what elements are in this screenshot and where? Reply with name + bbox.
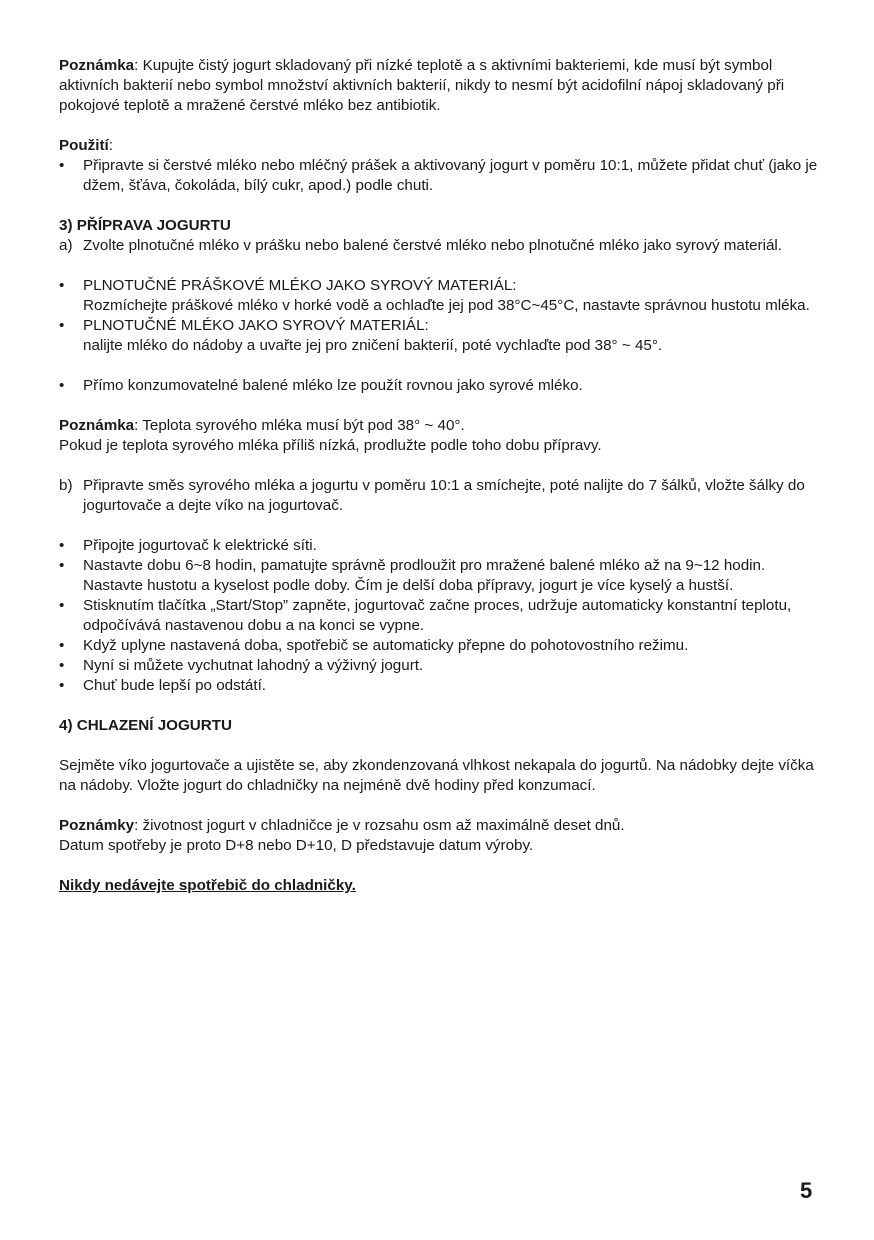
usage-text: Připravte si čerstvé mléko nebo mléčný prášek a aktivovaný jogurt v poměru 10:1, můžete přidat chuť (jako je džem, šťáva, čokoláda, bílý cukr, apod.) podle chuti.	[83, 157, 818, 194]
list-item: • Připojte jogurtovač k elektrické síti.	[59, 537, 317, 554]
list-item: • Když uplyne nastavená doba, spotřebič se automaticky přepne do pohotovostního režimu.	[59, 637, 689, 654]
bullet: •	[59, 317, 65, 334]
section-3-heading: 3) PŘÍPRAVA JOGURTU	[59, 217, 231, 234]
powder-title: PLNOTUČNÉ PRÁŠKOVÉ MLÉKO JAKO SYROVÝ MATERIÁL:	[83, 277, 517, 294]
list-item: • Přímo konzumovatelné balené mléko lze použít rovnou jako syrové mléko.	[59, 377, 583, 394]
bullet: •	[59, 537, 65, 554]
section-4-text: Sejměte víko jogurtovače a ujistěte se, aby zkondenzovaná vlhkost nekapala do jogurtů. Na nádobky dejte víčka na nádoby. Vložte jogurt do chladničky na nejméně dvě hodiny před konzumací.	[59, 757, 814, 794]
note-paragraph: Poznámky: životnost jogurt v chladničce je v rozsahu osm až maximálně deset dnů.	[59, 817, 625, 834]
note-paragraph: Poznámka: Teplota syrového mléka musí být pod 38° ~ 40°.	[59, 417, 465, 434]
list-item: • Stisknutím tlačítka „Start/Stop” zapněte, jogurtovač začne proces, udržuje automaticky konstantní teplotu, odpočívává nastavenou dobu a na konci se vypne.	[59, 597, 792, 634]
list-item	[59, 316, 819, 356]
note-paragraph	[59, 56, 819, 116]
list-item: • Nastavte dobu 6~8 hodin, pamatujte správně prodloužit pro mražené balené mléko až na 9~12 hodin. Nastavte hustotu a kyselost podle doby. Čím je delší doba přípravy, jogurt je více kyselý a hustší.	[59, 557, 766, 594]
milk-text: nalijte mléko do nádoby a uvařte jej pro zničení bakterií, poté vychlaďte pod 38° ~ 45°.	[83, 337, 663, 354]
note-line: Datum spotřeby je proto D+8 nebo D+10, D představuje datum výroby.	[59, 837, 534, 854]
powder-text: Rozmíchejte práškové mléko v horké vodě a ochlaďte jej pod 38°C~45°C, nastavte správnou hustotu mléka.	[83, 297, 810, 314]
list-item: • Chuť bude lepší po odstátí.	[59, 677, 267, 694]
list-item-a: a) Zvolte plnotučné mléko v prášku nebo balené čerstvé mléko nebo plnotučné mléko jako syrový materiál.	[59, 237, 782, 254]
bullet: •	[59, 657, 65, 674]
usage-label: Použití	[59, 137, 109, 154]
page-content	[59, 56, 819, 896]
section-4-heading: 4) CHLAZENÍ JOGURTU	[59, 717, 232, 734]
note-text: : Kupujte čistý jogurt skladovaný při nízké teplotě a s aktivními bakteriemi, kde musí být symbol aktivních bakterií nebo symbol množství aktivních bakterií, nikdy to nesmí být acidofilní nápoj skladovaný při pokojové teplotě a mražené čerstvé mléko bez antibiotik.	[59, 57, 785, 114]
warning: Nikdy nedávejte spotřebič do chladničky.	[59, 877, 356, 894]
bullet: •	[59, 677, 65, 694]
bullet: •	[59, 637, 65, 654]
bullet: •	[59, 597, 65, 614]
milk-title: PLNOTUČNÉ MLÉKO JAKO SYROVÝ MATERIÁL:	[83, 317, 429, 334]
list-item-b: b) Připravte směs syrového mléka a jogurtu v poměru 10:1 a smíchejte, poté nalijte do 7 šálků, vložte šálky do jogurtovače a dejte víko na jogurtovač.	[59, 477, 805, 514]
bullet: •	[59, 157, 65, 174]
note-label: Poznámka	[59, 57, 135, 74]
note-line: Pokud je teplota syrového mléka příliš nízká, prodlužte podle toho dobu přípravy.	[59, 437, 602, 454]
bullet: •	[59, 377, 65, 394]
list-item	[59, 156, 819, 196]
list-item: • Nyní si můžete vychutnat lahodný a výživný jogurt.	[59, 657, 424, 674]
usage-heading: Použití:	[59, 137, 114, 154]
list-item	[59, 276, 819, 316]
bullet: •	[59, 557, 65, 574]
bullet: •	[59, 277, 65, 294]
page-number: 5	[800, 1178, 813, 1203]
